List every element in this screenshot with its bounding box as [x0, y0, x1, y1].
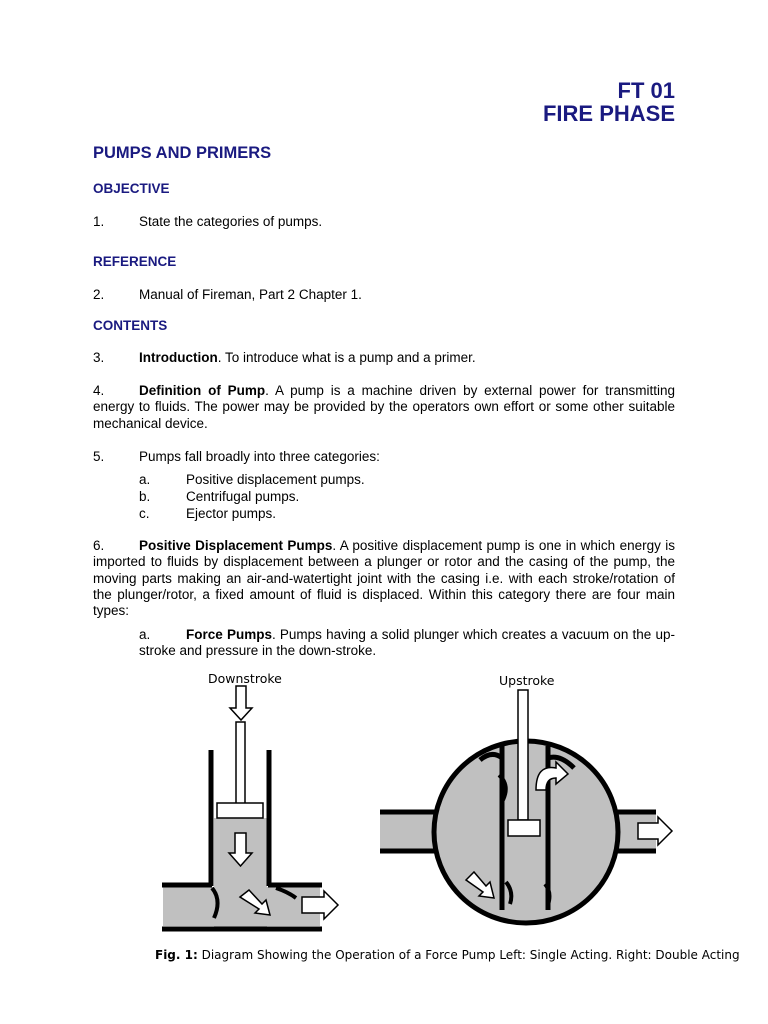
category-item: Ejector pumps.	[186, 506, 277, 521]
para3-title: Introduction	[139, 350, 218, 365]
para4-number: 4.	[93, 383, 105, 398]
category-letter: c.	[139, 506, 150, 521]
para6a-letter: a.	[139, 627, 151, 642]
para5-number: 5.	[93, 449, 105, 464]
figure-caption	[155, 948, 740, 962]
category-letter: a.	[139, 472, 151, 487]
para6-number: 6.	[93, 538, 105, 553]
single-acting-pump	[162, 686, 338, 929]
reference-number: 2.	[93, 287, 105, 302]
para6a-title: Force Pumps	[186, 627, 272, 642]
para4-text: . A pump is a machine driven by external power for transmitting energy to fluids. The power may be provided by the operators own effort or some other suitable mechanical device.	[93, 383, 675, 431]
objective-text: State the categories of pumps.	[139, 214, 323, 229]
para4-title: Definition of Pump	[139, 383, 266, 398]
document-code: FT 01	[617, 78, 675, 103]
page-title: PUMPS AND PRIMERS	[93, 144, 272, 162]
category-item: Centrifugal pumps.	[186, 489, 300, 504]
figure-caption-text: Diagram Showing the Operation of a Force Pump Left: Single Acting. Right: Double Acting	[197, 948, 740, 962]
downstroke-label: Downstroke	[208, 671, 282, 686]
reference-text: Manual of Fireman, Part 2 Chapter 1.	[139, 287, 362, 302]
contents-heading: CONTENTS	[93, 318, 168, 333]
objective-number: 1.	[93, 214, 105, 229]
para6-text: . A positive displacement pump is one in which energy is imported to fluids by displacement between a plunger or rotor and the casing of the pump, the moving parts making an air-and-watertight joint with the casing i.e. with each stroke/rotation of the plunger/rotor, a fixed amount of fluid is displaced. Within this category there are four main types:	[93, 538, 675, 619]
category-item: Positive displacement pumps.	[186, 472, 365, 487]
category-letter: b.	[139, 489, 151, 504]
document-phase: FIRE PHASE	[542, 101, 675, 126]
reference-heading: REFERENCE	[93, 254, 177, 269]
double-acting-pump	[380, 690, 672, 923]
objective-heading: OBJECTIVE	[93, 181, 170, 196]
para5-text: Pumps fall broadly into three categories:	[139, 449, 380, 464]
para6a-text: . Pumps having a solid plunger which creates a vacuum on the up-stroke and pressure in the down-stroke.	[139, 627, 675, 659]
para3-number: 3.	[93, 350, 105, 365]
para6-title: Positive Displacement Pumps	[139, 538, 333, 553]
upstroke-label: Upstroke	[499, 673, 555, 688]
para3-text: . To introduce what is a pump and a primer.	[217, 350, 476, 365]
figure-caption-label: Fig. 1:	[155, 948, 198, 962]
